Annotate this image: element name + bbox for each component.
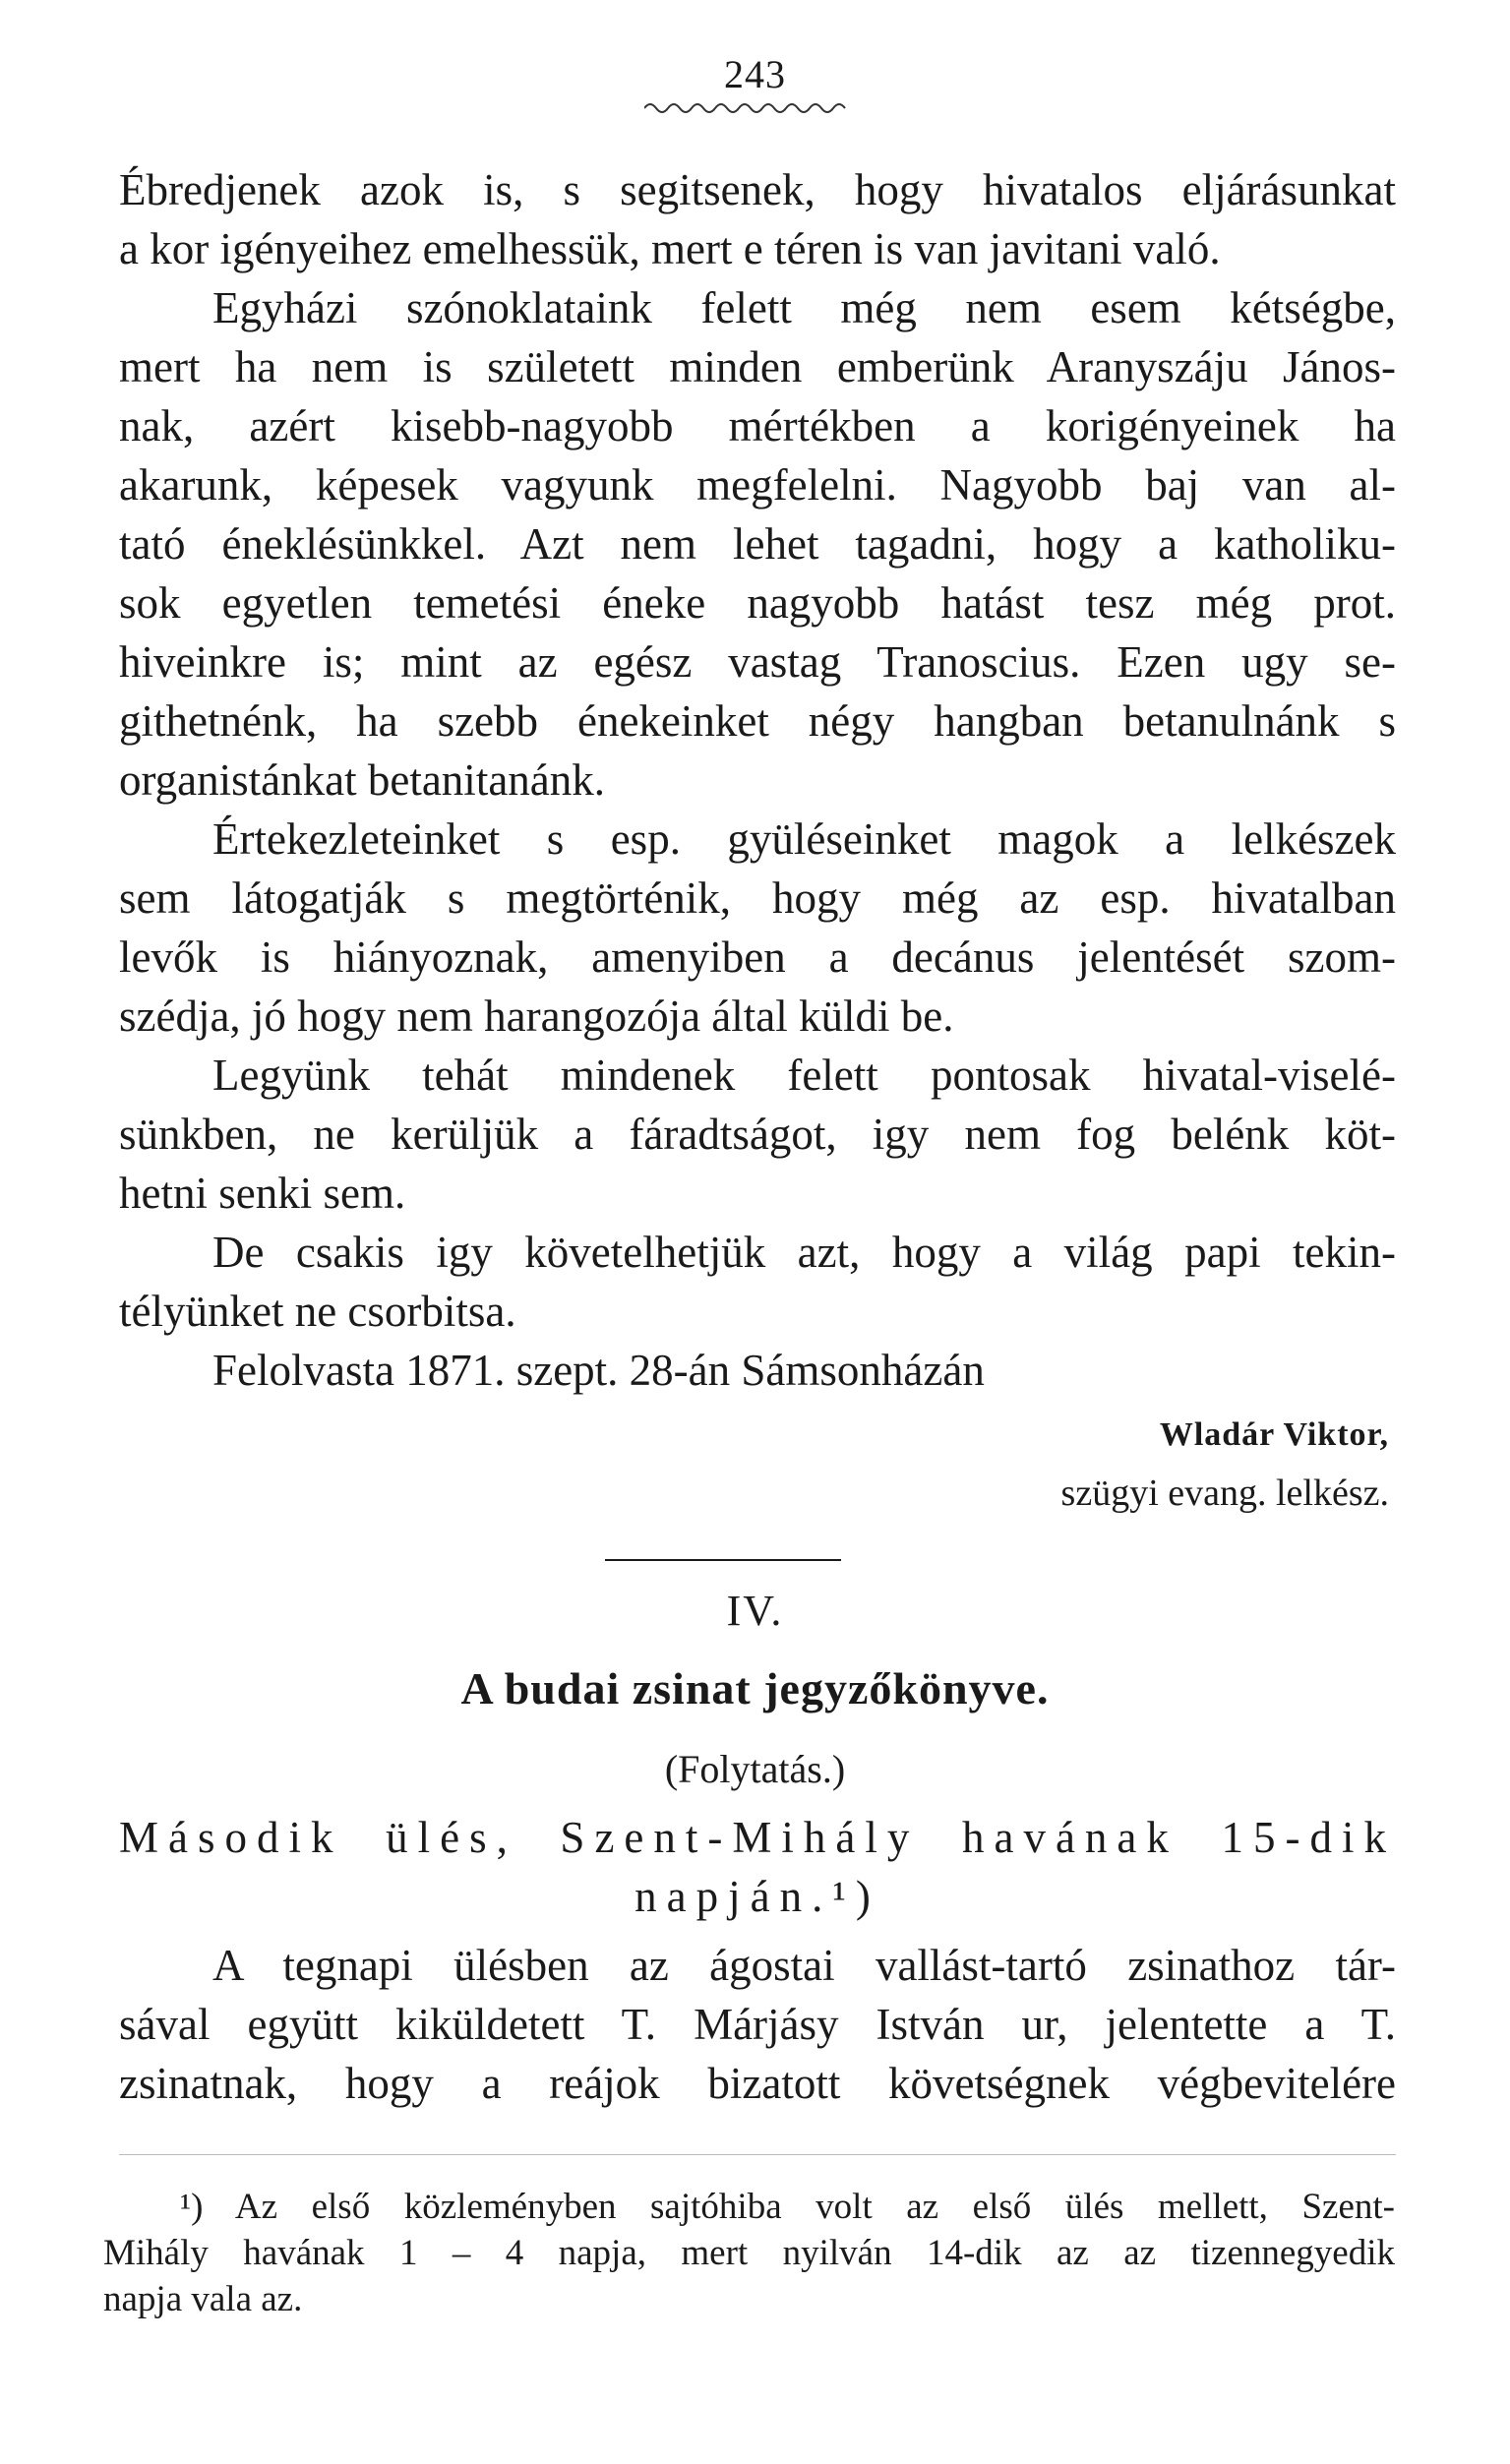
wave-ornament: [644, 98, 851, 118]
text-line: Ébredjenek azok is, s segitsenek, hogy hivatalos eljárásunkat: [119, 165, 1396, 214]
text-line: a kor igényeihez emelhessük, mert e téren is van javitani való.: [119, 224, 1221, 273]
text-line: organistánkat betanitanánk.: [119, 755, 606, 805]
page-number: 243: [724, 52, 786, 96]
text-line: tató éneklésünkkel. Azt nem lehet tagadni, hogy a katholiku-: [119, 519, 1396, 569]
text-line: Egyházi szónoklataink felett még nem esem kétségbe,: [212, 283, 1396, 332]
text-line: Értekezleteinket s esp. gyüléseinket magok a lelkészek: [212, 814, 1396, 864]
footnote-line: napja vala az.: [103, 2279, 303, 2319]
session-heading: [119, 1808, 1396, 1926]
continued-note: (Folytatás.): [664, 1747, 846, 1791]
text-line: mert ha nem is született minden emberünk Aranyszáju János-: [119, 342, 1396, 391]
text-line: akarunk, képesek vagyunk megfelelni. Nagyobb baj van al-: [119, 460, 1396, 510]
footnote: [103, 2184, 1395, 2322]
text-line: nak, azért kisebb-nagyobb mértékben a korigényeinek ha: [119, 401, 1396, 451]
text-line: A tegnapi ülésben az ágostai vallást-tartó zsinathoz tár-: [212, 1941, 1396, 1990]
text-line: Felolvasta 1871. szept. 28-án Sámsonházán: [212, 1346, 985, 1395]
text-line: levők is hiányoznak, amenyiben a decánus jelentését szom-: [119, 932, 1396, 982]
text-line: sem látogatják s megtörténik, hogy még az esp. hivatalban: [119, 873, 1396, 923]
section-divider: [605, 1559, 841, 1561]
text-line: zsinatnak, hogy a reájok bizatott követségnek végbevitelére: [119, 2059, 1396, 2108]
session-line: Második ülés, Szent-Mihály havának 15-dik: [119, 1813, 1396, 1862]
section-title: A budai zsinat jegyzőkönyve.: [460, 1663, 1050, 1713]
text-line: hiveinkre is; mint az egész vastag Tranoscius. Ezen ugy se-: [119, 637, 1396, 687]
session-line: napján.¹): [634, 1872, 880, 1921]
continuation-text: [119, 1936, 1396, 2113]
footnote-divider: [119, 2154, 1396, 2155]
text-line: télyünket ne csorbitsa.: [119, 1287, 516, 1336]
text-line: Legyünk tehát mindenek felett pontosak hivatal-viselé-: [212, 1051, 1396, 1100]
section-number: IV.: [726, 1587, 784, 1635]
text-line: githetnénk, ha szebb énekeinket négy hangban betanulnánk s: [119, 696, 1396, 746]
text-line: De csakis igy követelhetjük azt, hogy a világ papi tekin-: [212, 1228, 1396, 1277]
body-text: [119, 160, 1396, 1400]
text-line: sünkben, ne kerüljük a fáradtságot, igy nem fog belénk köt-: [119, 1110, 1396, 1159]
text-line: sával együtt kiküldetett T. Márjásy István ur, jelentette a T.: [119, 2000, 1396, 2049]
signature-title: szügyi evang. lelkész.: [1060, 1472, 1389, 1514]
text-line: sok egyetlen temetési éneke nagyobb hatást tesz még prot.: [119, 578, 1396, 628]
text-line: szédja, jó hogy nem harangozója által küldi be.: [119, 992, 954, 1041]
signature-name: Wladár Viktor,: [1159, 1416, 1389, 1453]
footnote-line: ¹) Az első közleményben sajtóhiba volt az első ülés mellett, Szent-: [180, 2187, 1395, 2227]
footnote-line: Mihály havának 1 – 4 napja, mert nyilván 14-dik az az tizennegyedik: [103, 2233, 1395, 2273]
text-line: hetni senki sem.: [119, 1169, 406, 1218]
